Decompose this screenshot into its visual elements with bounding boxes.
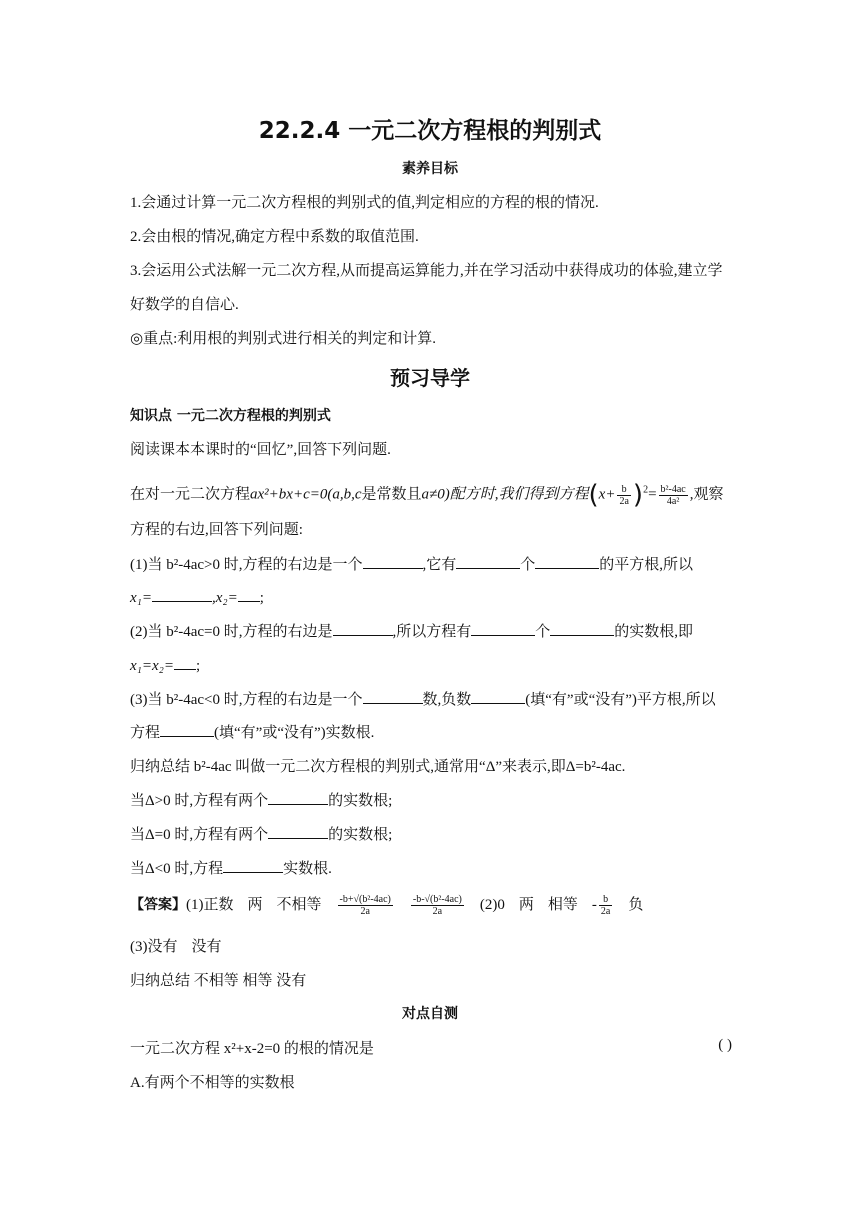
- answer-blank[interactable]: [152, 586, 212, 602]
- summary-case-2: 当Δ=0 时,方程有两个 的实数根;: [130, 823, 392, 844]
- goals-heading: 素养目标: [402, 161, 458, 177]
- answer-blank[interactable]: [268, 823, 328, 839]
- question-2-line-2: x₁=x₂= ;: [130, 654, 200, 675]
- answer-blank[interactable]: [333, 620, 393, 636]
- answer-blank[interactable]: [471, 620, 535, 636]
- question-3: (3)当 b²-4ac<0 时,方程的右边是一个 数,负数 (填“有”或“没有”)平方根,所以: [130, 688, 716, 709]
- question-2: (2)当 b²-4ac=0 时,方程的右边是 ,所以方程有 个 的实数根,即: [130, 620, 693, 641]
- knowledge-point: 知识点 一元二次方程根的判别式: [130, 408, 331, 424]
- answer-blank[interactable]: [471, 688, 525, 704]
- paragraph-line-1: 在对一元二次方程ax²+bx+c=0(a,b,c是常数且a≠0)配方时,我们得到方程(x+ $\frac{b}{2a}$ )$^2$= $\frac{\text{b²-4ac}}{\text{4a²}}$ ,观察: [130, 480, 724, 510]
- goal-item-2: 2.会由根的情况,确定方程中系数的取值范围.: [130, 229, 419, 245]
- answer-blank[interactable]: [223, 857, 283, 873]
- answer-blank[interactable]: [363, 553, 423, 569]
- page-title: 22.2.4 一元二次方程根的判别式: [258, 118, 602, 144]
- question-1-line-2: x₁= ,x₂= ;: [130, 586, 264, 607]
- neg-b-over-2a-fraction: $\frac{b}{2a}$: [600, 894, 611, 918]
- question-3-line-2: 方程 (填“有”或“没有”)实数根.: [130, 721, 374, 742]
- summary-case-1: 当Δ>0 时,方程有两个 的实数根;: [130, 789, 392, 810]
- self-test-question: 一元二次方程 x²+x-2=0 的根的情况是: [130, 1041, 374, 1057]
- goal-item-3-cont: 好数学的自信心.: [130, 297, 239, 313]
- answer-summary: 归纳总结 不相等 相等 没有: [130, 973, 307, 989]
- question-1: (1)当 b²-4ac>0 时,方程的右边是一个 ,它有 个 的平方根,所以: [130, 553, 693, 574]
- option-a[interactable]: A.有两个不相等的实数根: [130, 1075, 295, 1091]
- answer-blank[interactable]: [456, 553, 520, 569]
- summary-case-3: 当Δ<0 时,方程 实数根.: [130, 857, 332, 878]
- self-test-heading: 对点自测: [402, 1006, 458, 1022]
- preview-heading: 预习导学: [390, 366, 470, 390]
- answer-blank[interactable]: [535, 553, 599, 569]
- answer-blank[interactable]: [238, 586, 260, 602]
- answer-bracket[interactable]: ( ): [718, 1037, 732, 1053]
- fraction-discriminant-over-4a2: $\frac{\text{b²-4ac}}{\text{4a²}}$: [660, 483, 686, 507]
- paragraph-line-2: 方程的右边,回答下列问题:: [130, 522, 303, 538]
- answer-blank[interactable]: [160, 721, 214, 737]
- answer-blank[interactable]: [550, 620, 614, 636]
- root-1-fraction: $\frac{\text{-b+√(b²-4ac)}}{2a}$: [339, 894, 391, 918]
- goal-item-3: 3.会运用公式法解一元二次方程,从而提高运算能力,并在学习活动中获得成功的体验,建立学: [130, 263, 723, 279]
- key-point: ◎重点:利用根的判别式进行相关的判定和计算.: [130, 331, 437, 347]
- intro-text: 阅读课本本课时的“回忆”,回答下列问题.: [130, 442, 391, 458]
- answer-line-1: 【答案】(1)正数 两 不相等 $\frac{\text{-b+√(b²-4ac)}}{2a}$ $\frac{\text{-b-√(b²-4ac)}}{2a}$ (2)0 两 相等 - $\frac{b}{2a}$ 负: [130, 894, 644, 918]
- answer-blank[interactable]: [174, 654, 196, 670]
- answer-line-2: (3)没有 没有: [130, 939, 222, 955]
- goal-item-1: 1.会通过计算一元二次方程根的判别式的值,判定相应的方程的根的情况.: [130, 195, 599, 211]
- summary-text: 归纳总结 b²-4ac 叫做一元二次方程根的判别式,通常用“Δ”来表示,即Δ=b²-4ac.: [130, 759, 626, 775]
- answer-blank[interactable]: [268, 789, 328, 805]
- fraction-b-over-2a: $\frac{b}{2a}$: [619, 483, 629, 507]
- answer-blank[interactable]: [363, 688, 423, 704]
- root-2-fraction: $\frac{\text{-b-√(b²-4ac)}}{2a}$: [412, 894, 462, 918]
